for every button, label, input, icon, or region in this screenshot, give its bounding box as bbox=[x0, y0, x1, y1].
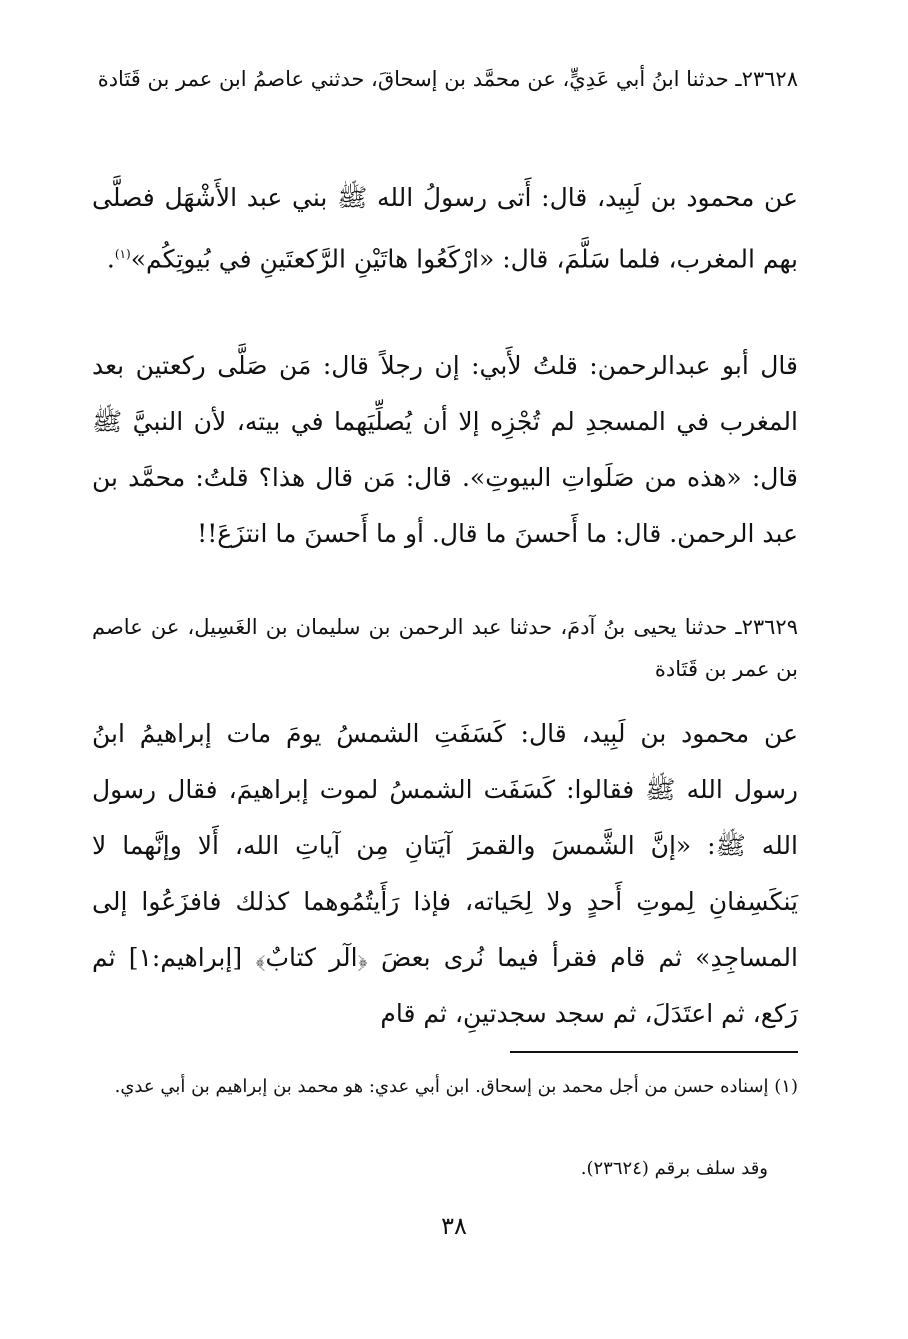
page-number: ٣٨ bbox=[441, 1212, 467, 1240]
hadith-23628-matn: عن محمود بن لَبِيد، قال: أَتى رسولُ الله ﷺ بني عبد الأَشْهَل فصلَّى بهم المغرب، فلما سَلَّمَ، قال: «ارْكَعُوا هاتَيْنِ الرَّكعتَينِ في بُيوتِكُم» bbox=[92, 183, 798, 274]
hadith-23628-comment: قال أبو عبدالرحمن: قلتُ لأَبي: إن رجلاً قال: مَن صَلَّى ركعتين بعد المغرب في المسجدِ لم تُجْزِه إلا أن يُصلِّيَهما في بيته، لأن النبيَّ ﷺ قال: «هذه من صَلَواتِ البيوتِ». قال: مَن قال هذا؟ قلتُ: محمَّد بن عبد الرحمن. قال: ما أَحسنَ ما قال. أو ما أَحسنَ ما انتزَعَ!! bbox=[92, 351, 798, 548]
hadith-23629-matn: عن محمود بن لَبِيد، قال: كَسَفَتِ الشمسُ يومَ مات إبراهيمُ ابنُ رسول الله ﷺ فقالوا: كَسَفَت الشمسُ لموت إبراهيمَ، فقال رسول الله ﷺ: «إنَّ الشَّمسَ والقمرَ آيَتانِ مِن آياتِ الله، أَلا وإنَّهما لا يَنكَسِفانِ لِموتِ أَحدٍ ولا لِحَياته، فإذا رَأَيتُمُوهما كذلك فافزَعُوا إلى المساجِدِ» ثم قام فقرأ فيما نُرى بعضَ ﴿الٓر كتابٌ﴾ [إبراهيم:١] ثم رَكع، ثم اعتَدَلَ، ثم سجد سجدتينِ، ثم قام bbox=[92, 719, 798, 1028]
hadith-23628-isnad: ٢٣٦٢٨ـ حدثنا ابنُ أبي عَدِيٍّ، عن محمَّد بن إسحاقَ، حدثني عاصمُ ابن عمر بن قَتَادة bbox=[97, 67, 798, 91]
hadith-23628-matn-paragraph bbox=[92, 170, 798, 287]
footnote-divider bbox=[510, 1051, 798, 1053]
footnote-ref-1: (١) bbox=[114, 247, 131, 261]
footnote-1: (١) إسناده حسن من أجل محمد بن إسحاق. ابن أبي عدي: هو محمد بن إبراهيم بن أبي عدي. bbox=[114, 1076, 798, 1097]
hadith-23629-isnad: ٢٣٦٢٩ـ حدثنا يحيى بنُ آدمَ، حدثنا عبد الرحمن بن سليمان بن الغَسِيل، عن عاصم بن عمر بن قَتَادة bbox=[92, 615, 798, 681]
hadith-23628-matn-end: . bbox=[106, 244, 115, 274]
footnote-2: وقد سلف برقم (٢٣٦٢٤). bbox=[580, 1158, 768, 1179]
